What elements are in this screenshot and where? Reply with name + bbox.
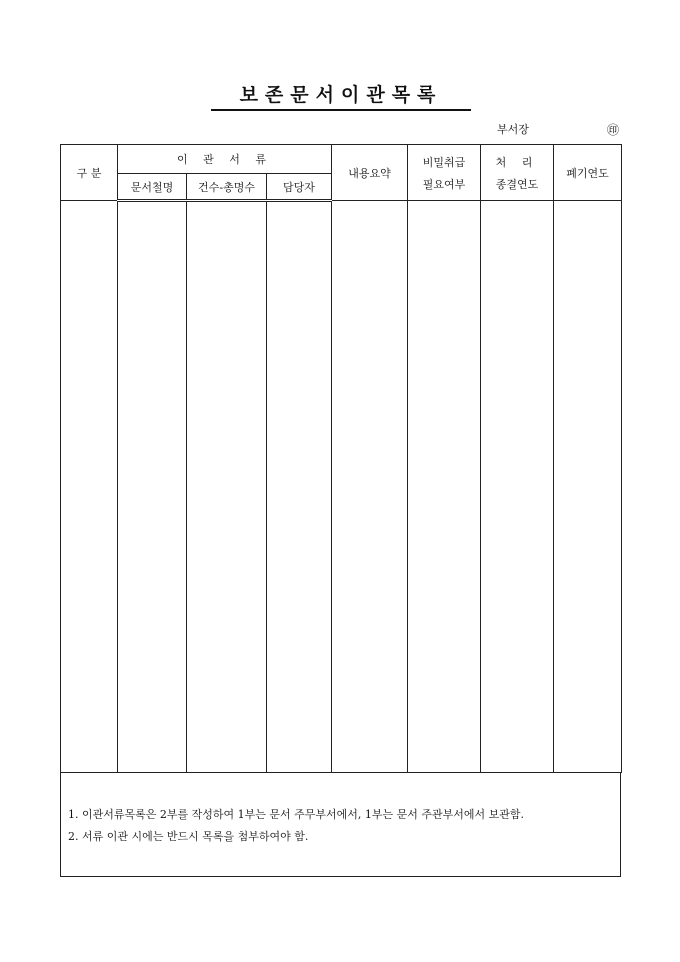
header-processing — [481, 145, 554, 201]
header-person: 담당자 — [267, 174, 332, 201]
header-processing-line-1: 처 리 — [495, 155, 539, 169]
header-secret-handling — [408, 145, 481, 201]
cell-secret-handling[interactable] — [408, 201, 481, 773]
header-count: 건수-총명수 — [187, 174, 267, 201]
note-2: 2. 서류 이관 시에는 반드시 목록을 첨부하여야 함. — [68, 830, 309, 843]
table-row — [61, 201, 622, 773]
header-doc-file-name: 문서철명 — [118, 174, 187, 201]
seal-mark: ㊞ — [607, 123, 620, 137]
header-category: 구 분 — [61, 145, 118, 201]
notes-box — [60, 773, 621, 877]
cell-disposal-year[interactable] — [554, 201, 622, 773]
transfer-list-table — [60, 144, 622, 773]
approval-label: 부서장 — [497, 123, 529, 136]
cell-count[interactable] — [187, 201, 267, 773]
note-1: 1. 이관서류목록은 2부를 작성하여 1부는 문서 주무부서에서, 1부는 문서 주관부서에서 보관함. — [68, 808, 524, 821]
header-transfer-docs: 이 관 서 류 — [118, 145, 332, 174]
header-processing-line-2: 종결연도 — [495, 177, 539, 191]
cell-summary[interactable] — [332, 201, 408, 773]
header-secret-line-1: 비밀취급 — [422, 155, 466, 169]
cell-processing[interactable] — [481, 201, 554, 773]
page-title: 보존문서이관목록 — [211, 80, 471, 111]
header-summary: 내용요약 — [332, 145, 408, 201]
cell-person[interactable] — [267, 201, 332, 773]
cell-doc-file-name[interactable] — [118, 201, 187, 773]
cell-category[interactable] — [61, 201, 118, 773]
header-secret-line-2: 필요여부 — [422, 177, 466, 191]
header-disposal-year: 폐기연도 — [554, 145, 622, 201]
